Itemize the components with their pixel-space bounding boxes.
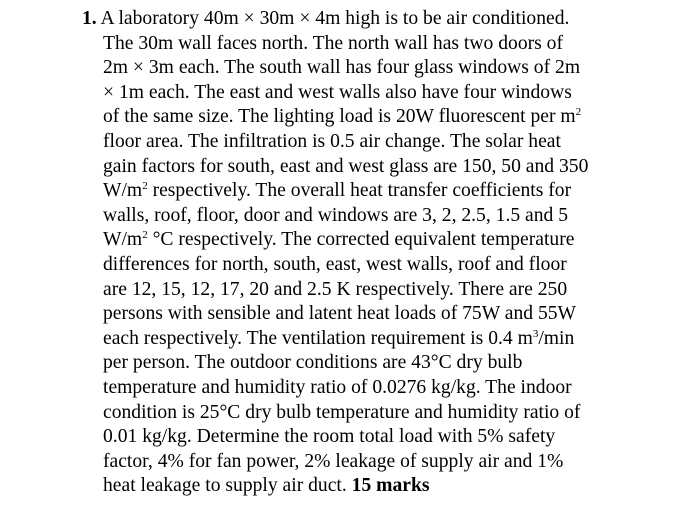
- marks-label: 15 marks: [351, 475, 430, 497]
- question-line-6: floor area. The infiltration is 0.5 air change. The solar heat: [103, 130, 561, 152]
- question-line-3: 2m × 3m each. The south wall has four glass windows of 2m: [103, 57, 581, 79]
- question-line-9: walls, roof, floor, door and windows are 3, 2, 2.5, 1.5 and 5: [103, 204, 569, 226]
- question-line-14-unit: /min: [538, 327, 575, 349]
- question-line-19: factor, 4% for fan power, 2% leakage of supply air and 1%: [103, 450, 564, 472]
- superscript-3: 3: [532, 327, 539, 340]
- question-line-8-text: respectively. The overall heat transfer coefficients for: [147, 180, 572, 202]
- question-line-13: persons with sensible and latent heat loads of 75W and 55W: [103, 303, 577, 325]
- question-line-5: [82, 105, 642, 130]
- question-line-16: temperature and humidity ratio of 0.0276 kg/kg. The indoor: [103, 376, 572, 398]
- question-line-10-unit: W/m: [103, 229, 143, 251]
- question-line-12: are 12, 15, 12, 17, 20 and 2.5 K respectively. There are 250: [103, 278, 568, 300]
- superscript-2: 2: [142, 180, 148, 193]
- question-line-10: [82, 228, 642, 253]
- superscript-2: 2: [142, 229, 148, 242]
- question-line-17: condition is 25°C dry bulb temperature and humidity ratio of: [103, 401, 581, 423]
- question-line-14: [82, 327, 642, 352]
- question-line-11: differences for north, south, east, west walls, roof and floor: [103, 253, 567, 275]
- superscript-2: 2: [575, 106, 582, 119]
- question-line-4: × 1m each. The east and west walls also have four windows: [103, 81, 572, 103]
- question-line-20: [82, 474, 642, 499]
- question-line-14-text: each respectively. The ventilation requirement is 0.4 m: [103, 327, 533, 349]
- question-line-1: [82, 7, 642, 32]
- question-line-20-text: heat leakage to supply air duct.: [103, 475, 352, 497]
- question-line-7: gain factors for south, east and west glass are 150, 50 and 350: [103, 155, 589, 177]
- question-line-18: 0.01 kg/kg. Determine the room total load with 5% safety: [103, 426, 556, 448]
- question-number: 1.: [82, 8, 97, 29]
- question-line-2: The 30m wall faces north. The north wall has two doors of: [103, 32, 563, 54]
- question-line-1-text: A laboratory 40m × 30m × 4m high is to be air conditioned.: [96, 8, 570, 29]
- question-line-15: per person. The outdoor conditions are 43°C dry bulb: [103, 352, 523, 374]
- question-line-10-text: °C respectively. The corrected equivalent temperature: [147, 229, 575, 251]
- question-line-8: [82, 179, 642, 204]
- question-text: [82, 7, 642, 499]
- question-line-5-text: of the same size. The lighting load is 20W fluorescent per m: [103, 106, 576, 128]
- question-line-8-unit: W/m: [103, 180, 143, 202]
